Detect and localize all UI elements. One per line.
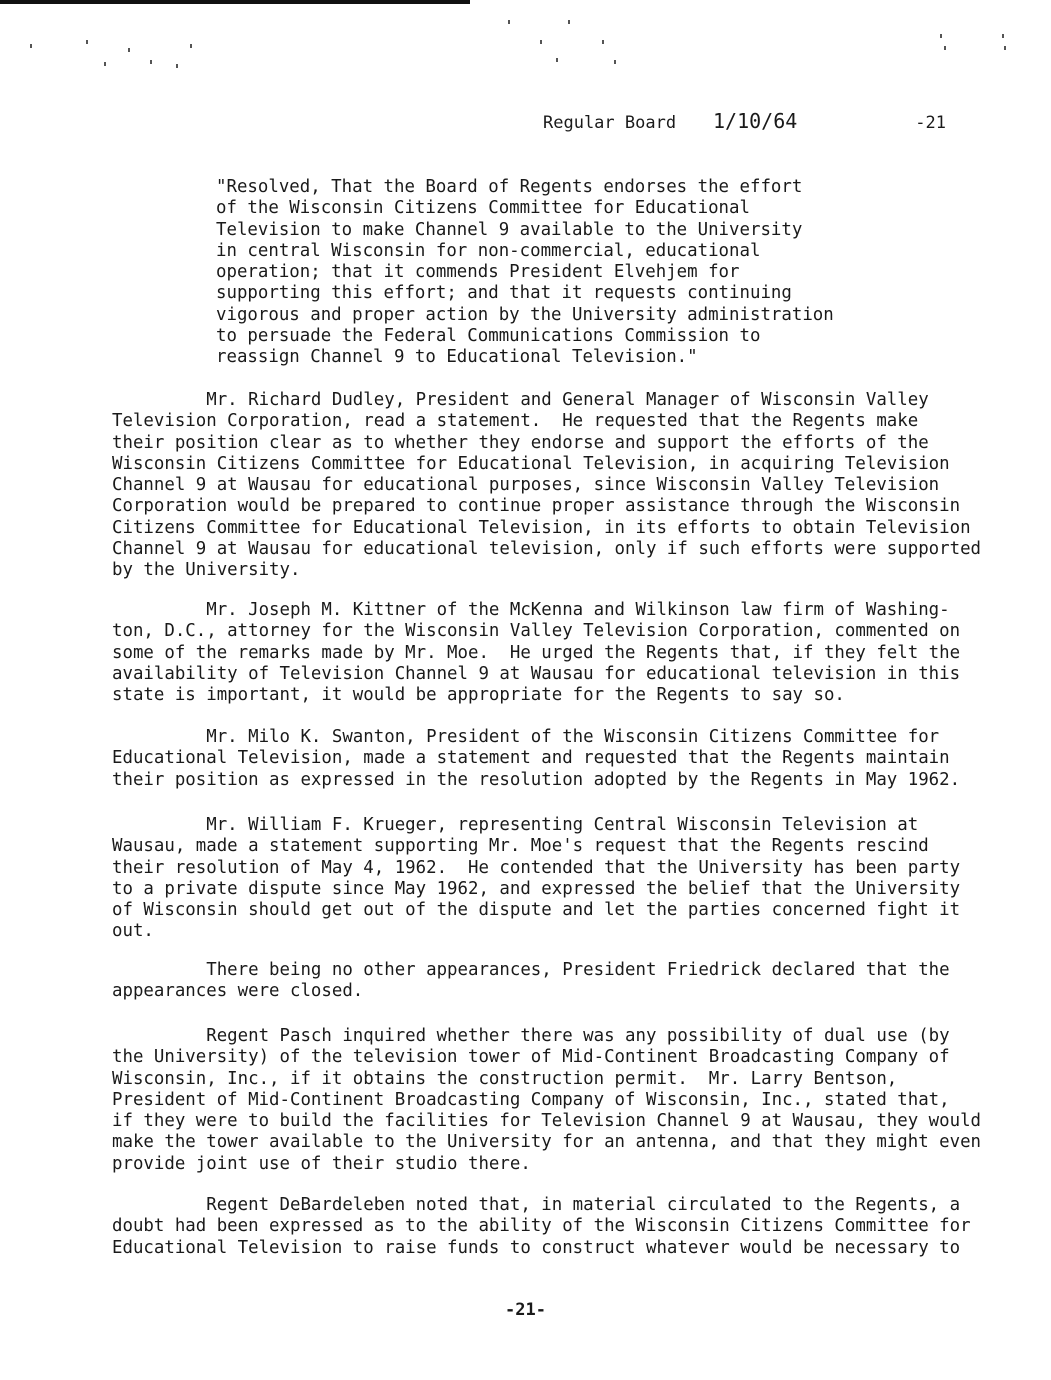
paragraph-debardeleben: Regent DeBardeleben noted that, in material circulated to the Regents, a doubt had been expressed as to the ability of the Wisconsin Citizens Committee for Educational Television to raise funds to construct whatever would be necessary to	[112, 1195, 971, 1258]
header-page-number: -21	[915, 113, 946, 133]
paragraph-pasch: Regent Pasch inquired whether there was any possibility of dual use (by the University) of the television tower of Mid-Continent Broadcasting Company of Wisconsin, Inc., if it obtains the construction permit. Mr. Larry Bentson, President of Mid-Continent Broadcasting Company of Wisconsin, Inc., stated that, if they were to build the facilities for Television Channel 9 at Wausau, they would make the tower available to the University for an antenna, and that they might even provide joint use of their studio there.	[112, 1026, 982, 1174]
paragraph-dudley: Mr. Richard Dudley, President and General Manager of Wisconsin Valley Television Corporation, read a statement. He requested that the Regents make their position clear as to whether they endorse and support the efforts of the Wisconsin Citizens Committee for Educational Television, in acquiring Television Channel 9 at Wausau for educational purposes, since Wisconsin Valley Television Corporation would be prepared to continue proper assistance through the Wisconsin Citizens Committee for Educational Television, in its efforts to obtain Television Channel 9 at Wausau for educational television, only if such efforts were supported by the University.	[112, 390, 982, 581]
header-title: Regular Board	[543, 113, 677, 133]
page-header	[543, 109, 946, 139]
paragraph-kittner: Mr. Joseph M. Kittner of the McKenna and Wilkinson law firm of Washing- ton, D.C., attorney for the Wisconsin Valley Television Corporation, commented on some of the remarks made by Mr. Moe. He urged the Regents that, if they felt the availability of Television Channel 9 at Wausau for educational television in this state is important, it would be appropriate for the Regents to say so.	[112, 600, 961, 706]
resolution-quote: "Resolved, That the Board of Regents endorses the effort of the Wisconsin Citizens Committee for Educational Television to make Channel 9 available to the University in central Wisconsin for non-commercial, educational operation; that it commends President Elvehjem for supporting this effort; and that it requests continuing vigorous and proper action by the University administration to persuade the Federal Communications Commission to reassign Channel 9 to Educational Television."	[216, 177, 834, 368]
page-footer-number: -21-	[505, 1300, 546, 1320]
paragraph-swanton: Mr. Milo K. Swanton, President of the Wisconsin Citizens Committee for Educational Television, made a statement and requested that the Regents maintain their position as expressed in the resolution adopted by the Regents in May 1962.	[112, 727, 961, 790]
paragraph-krueger: Mr. William F. Krueger, representing Central Wisconsin Television at Wausau, made a statement supporting Mr. Moe's request that the Regents rescind their resolution of May 4, 1962. He contended that the University has been party to a private dispute since May 1962, and expressed the belief that the University of Wisconsin should get out of the dispute and let the parties concerned fight it out.	[112, 815, 961, 942]
top-edge-rule	[0, 0, 470, 4]
paragraph-appearances-closed: There being no other appearances, President Friedrick declared that the appearances were closed.	[112, 960, 950, 1002]
header-date: 1/10/64	[713, 109, 798, 133]
